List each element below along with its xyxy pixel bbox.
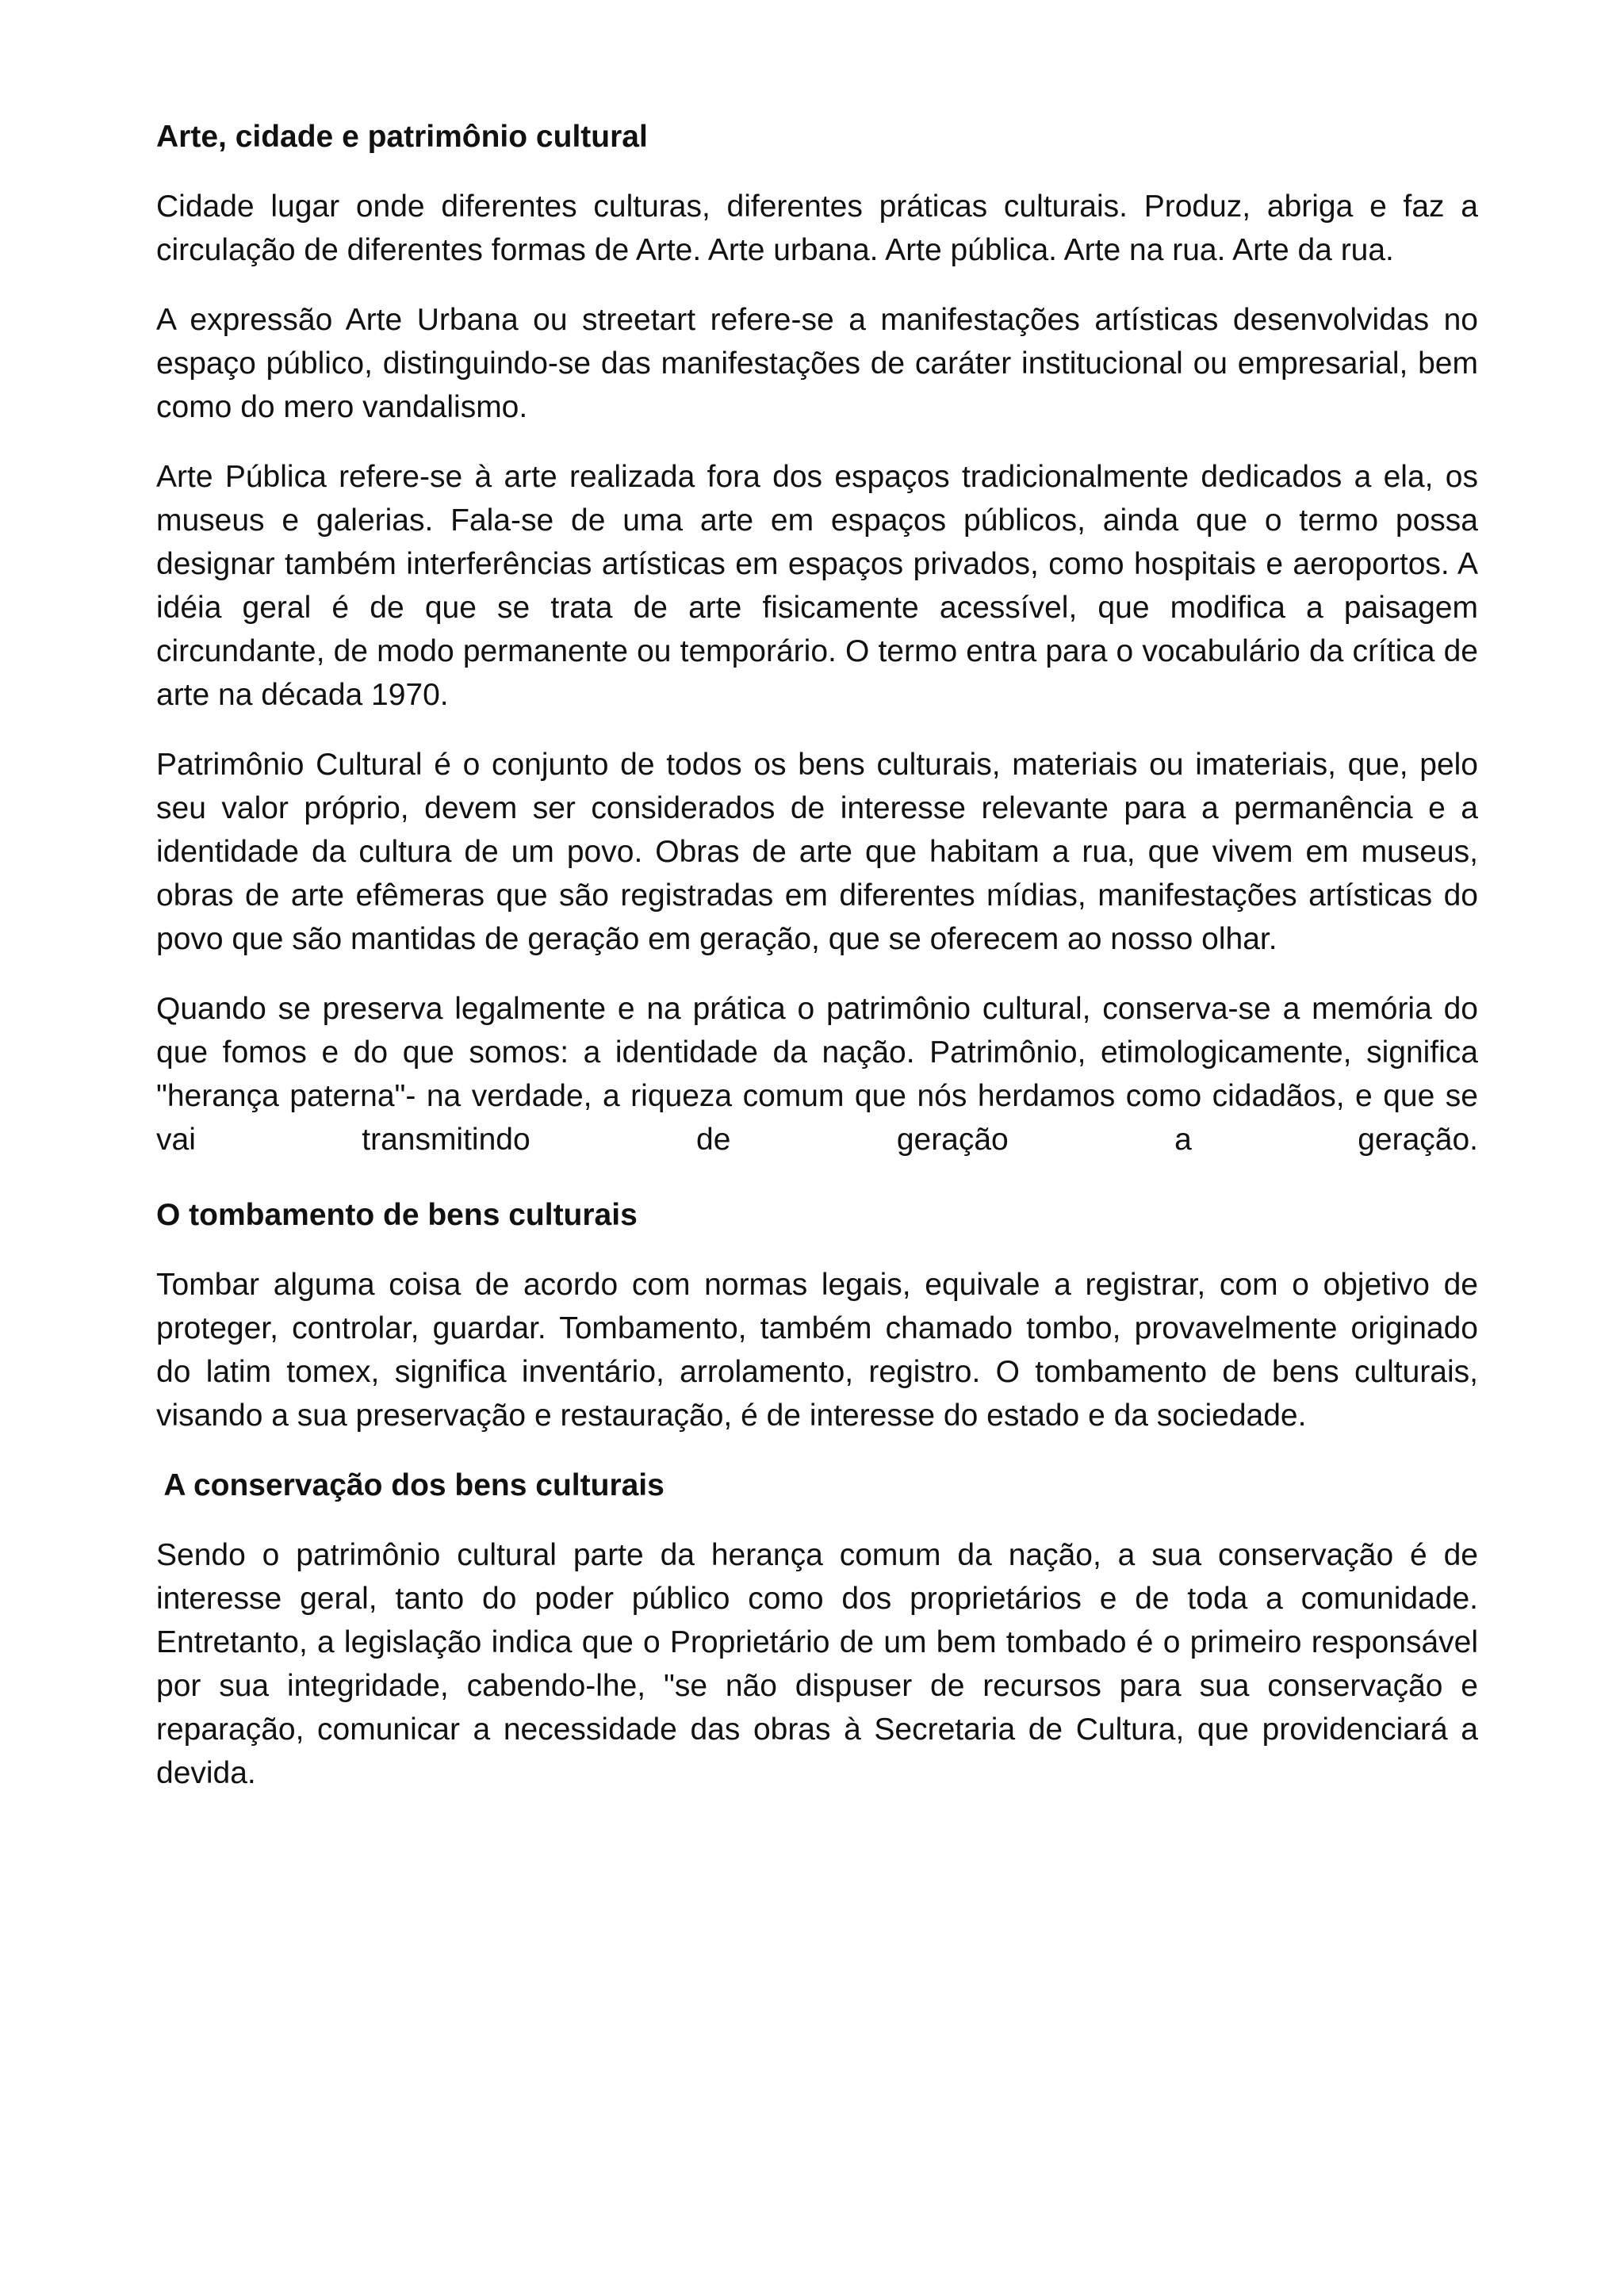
paragraph-tombamento: Tombar alguma coisa de acordo com normas legais, equivale a registrar, com o objetivo de proteger, controlar, guardar. Tombamento, também chamado tombo, provavelmente originado do latim tomex, significa inventário, arrolamento, registro. O tombamento de bens culturais, visando a sua preservação e restauração, é de interesse do estado e da sociedade. [156, 1268, 1478, 1433]
paragraph-arte-publica: Arte Pública refere-se à arte realizada fora dos espaços tradicionalmente dedicados a ela, os museus e galerias. Fala-se de uma arte em espaços públicos, ainda que o termo possa designar também interferências artísticas em espaços privados, como hospitais e aeroportos. A idéia geral é de que se trata de arte fisicamente acessível, que modifica a paisagem circundante, de modo permanente ou temporário. O termo entra para o vocabulário da crítica de arte na década 1970. [156, 460, 1478, 712]
section-heading-conservacao: A conservação dos bens culturais [156, 1468, 665, 1502]
paragraph-cidade: Cidade lugar onde diferentes culturas, diferentes práticas culturais. Produz, abriga e faz a circulação de diferentes formas de Arte. Arte urbana. Arte pública. Arte na rua. Arte da rua. [156, 189, 1478, 267]
paragraph-patrimonio-cultural: Patrimônio Cultural é o conjunto de todos os bens culturais, materiais ou imateriais, que, pelo seu valor próprio, devem ser considerados de interesse relevante para a permanência e a identidade da cultura de um povo. Obras de arte que habitam a rua, que vivem em museus, obras de arte efêmeras que são registradas em diferentes mídias, manifestações artísticas do povo que são mantidas de geração em geração, que se oferecem ao nosso olhar. [156, 748, 1478, 956]
paragraph-conservacao: Sendo o patrimônio cultural parte da herança comum da nação, a sua conservação é de interesse geral, tanto do poder público como dos proprietários e de toda a comunidade. Entretanto, a legislação indica que o Proprietário de um bem tombado é o primeiro responsável por sua integridade, cabendo-lhe, "se não dispuser de recursos para sua conservação e reparação, comunicar a necessidade das obras à Secretaria de Cultura, que providenciará a devida. [156, 1538, 1478, 1790]
section-heading-tombamento: O tombamento de bens culturais [156, 1198, 638, 1232]
paragraph-arte-urbana: A expressão Arte Urbana ou streetart refere-se a manifestações artísticas desenvolvidas no espaço público, distinguindo-se das manifestações de caráter institucional ou empresarial, bem como do mero vandalismo. [156, 303, 1478, 424]
paragraph-preservacao: Quando se preserva legalmente e na prática o patrimônio cultural, conserva-se a memória do que fomos e do que somos: a identidade da nação. Patrimônio, etimologicamente, significa "herança paterna"- na verdade, a riqueza comum que nós herdamos como cidadãos, e que se vai transmitindo de geração a geração. [156, 992, 1478, 1157]
section-heading-arte-cidade: Arte, cidade e patrimônio cultural [156, 120, 648, 154]
